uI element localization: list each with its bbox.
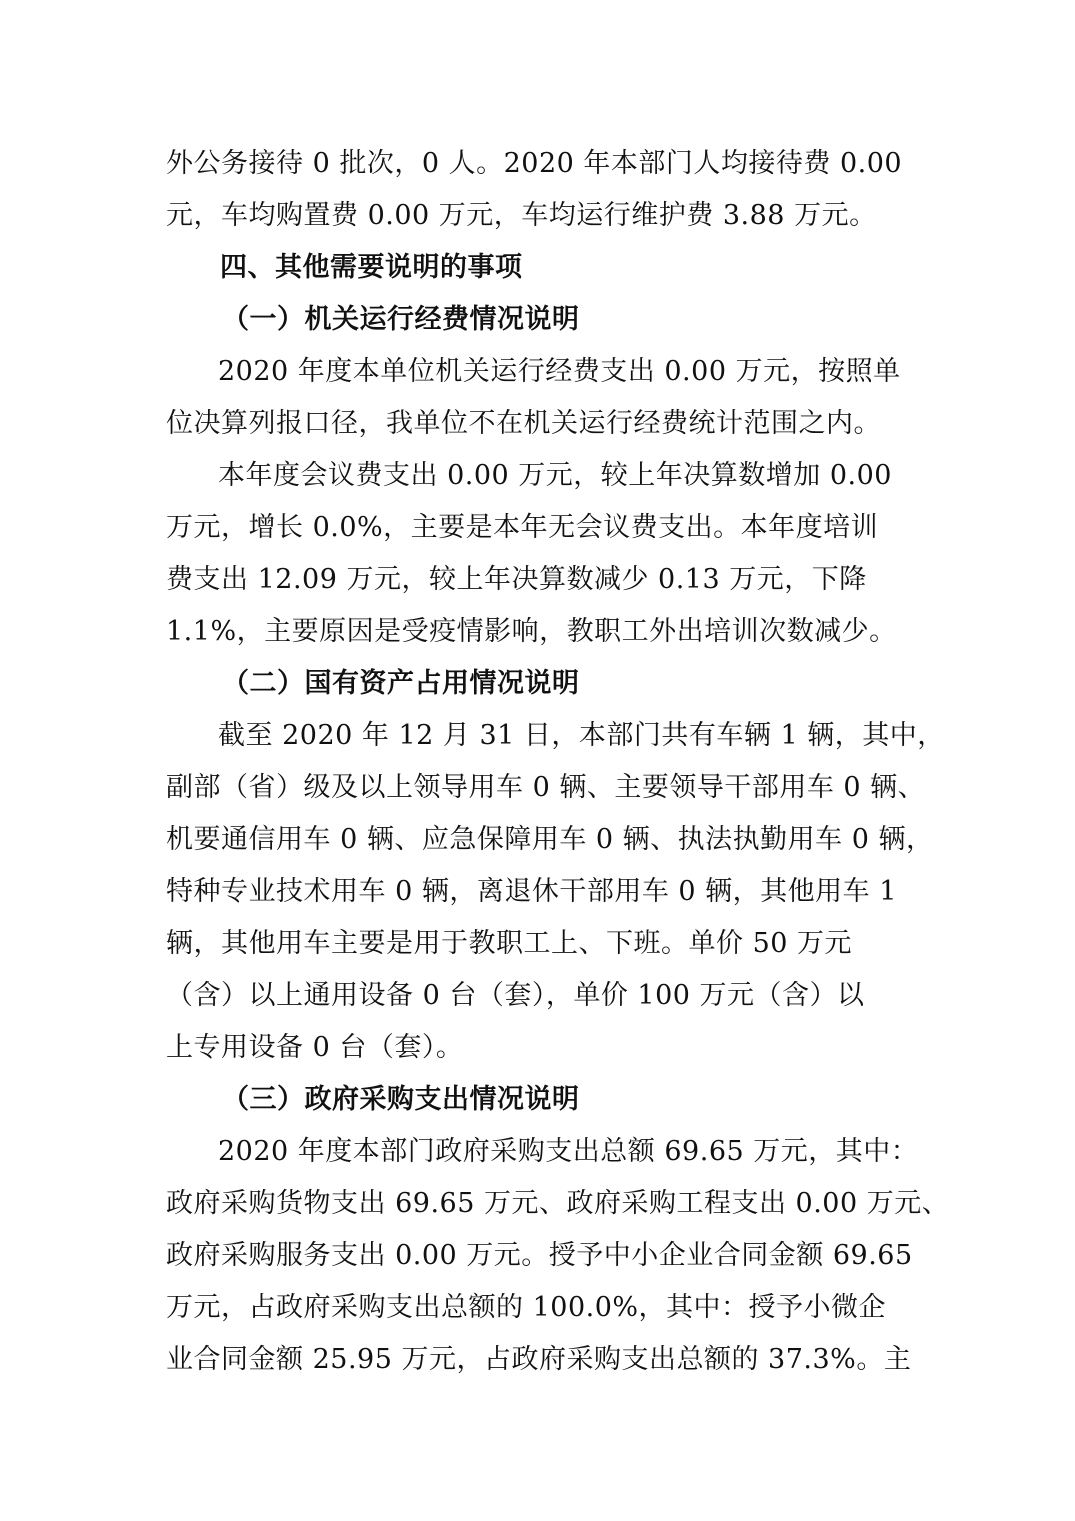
section-heading: 四、其他需要说明的事项 <box>220 252 523 283</box>
text-line: 上专用设备 0 台（套）。 <box>166 1032 464 1063</box>
text-line: 2020 年度本单位机关运行经费支出 0.00 万元，按照单 <box>218 356 901 387</box>
text-line: 截至 2020 年 12 月 31 日，本部门共有车辆 1 辆，其中， <box>218 720 945 751</box>
text-line: 特种专业技术用车 0 辆，离退休干部用车 0 辆，其他用车 1 <box>166 876 897 907</box>
text-line: 外公务接待 0 批次，0 人。2020 年本部门人均接待费 0.00 <box>166 148 903 179</box>
text-line: 机要通信用车 0 辆、应急保障用车 0 辆、执法执勤用车 0 辆， <box>166 824 934 855</box>
subsection-heading: （一）机关运行经费情况说明 <box>222 304 580 335</box>
subsection-heading: （二）国有资产占用情况说明 <box>222 668 580 699</box>
subsection-heading: （三）政府采购支出情况说明 <box>222 1084 580 1115</box>
text-line: 2020 年度本部门政府采购支出总额 69.65 万元，其中： <box>218 1136 919 1167</box>
text-line: 费支出 12.09 万元，较上年决算数减少 0.13 万元，下降 <box>166 564 867 595</box>
text-line: 副部（省）级及以上领导用车 0 辆、主要领导干部用车 0 辆、 <box>166 772 926 803</box>
text-line: （含）以上通用设备 0 台（套），单价 100 万元（含）以 <box>166 980 865 1011</box>
text-line: 万元，占政府采购支出总额的 100.0%，其中：授予小微企 <box>166 1292 887 1323</box>
text-line: 辆，其他用车主要是用于教职工上、下班。单价 50 万元 <box>166 928 853 959</box>
text-line: 政府采购货物支出 69.65 万元、政府采购工程支出 0.00 万元、 <box>166 1188 950 1219</box>
text-line: 业合同金额 25.95 万元，占政府采购支出总额的 37.3%。主 <box>166 1344 912 1375</box>
text-line: 本年度会议费支出 0.00 万元，较上年决算数增加 0.00 <box>218 460 892 491</box>
text-line: 政府采购服务支出 0.00 万元。授予中小企业合同金额 69.65 <box>166 1240 913 1271</box>
text-line: 万元，增长 0.0%，主要是本年无会议费支出。本年度培训 <box>166 512 879 543</box>
text-line: 1.1%，主要原因是受疫情影响，教职工外出培训次数减少。 <box>166 616 897 647</box>
text-line: 位决算列报口径，我单位不在机关运行经费统计范围之内。 <box>166 408 881 439</box>
text-line: 元，车均购置费 0.00 万元，车均运行维护费 3.88 万元。 <box>166 200 877 231</box>
